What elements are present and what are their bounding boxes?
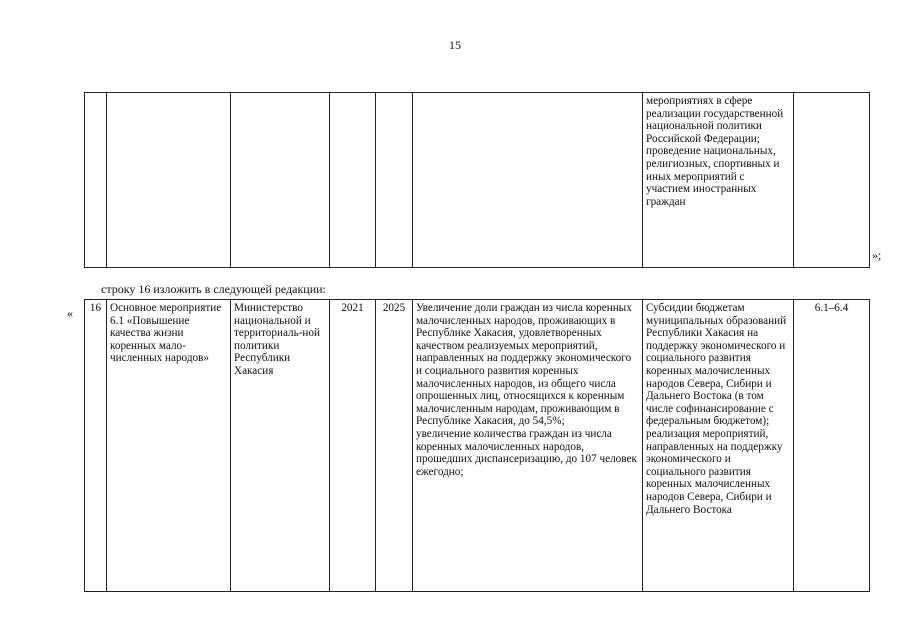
opening-quote: «: [67, 306, 73, 320]
row-16-table: [84, 299, 870, 592]
table-cell-number: [85, 93, 107, 268]
table-cell-start-year: [330, 93, 376, 268]
expected-results: [413, 300, 643, 592]
page-number: 15: [449, 38, 461, 52]
table-cell-end-year: [376, 93, 413, 268]
start-year: 2021: [330, 300, 376, 592]
table-cell-activities: [643, 93, 794, 268]
result-paragraph: Увеличение доли граждан из числа коренных малочисленных народов, проживающих в Республике Хакасия, удовлетворенных качеством реализуемых мероприятий, направленных на поддержку экономического и социального развития коренных малочисленных народов, из общего числа опрошенных лиц, относящихся к коренным малочисленным народам, проживающим в Республике Хакасия, до 54,5%;: [416, 302, 632, 428]
row-number: 16: [85, 300, 107, 592]
end-year: 2025: [376, 300, 413, 592]
activity-paragraph: Субсидии бюджетам муниципальных образований Республики Хакасия на поддержку экономического и социального развития коренных малочисленных народов Севера, Сибири и Дальнего Востока (в том числе софинансирование с федеральным бюджетом);: [646, 302, 787, 428]
table-cell-name: [107, 93, 231, 268]
executor: Министерство национальной и территориаль-ной политики Республики Хакасия: [231, 300, 330, 592]
activity-paragraph: реализация мероприятий, направленных на поддержку экономического и социального развития коренных малочисленных народов Севера, Сибири и Дальнего Востока: [646, 427, 783, 516]
instruction-text: строку 16 изложить в следующей редакции:: [101, 282, 326, 296]
indicators: 6.1–6.4: [794, 300, 870, 592]
table-cell-results: [413, 93, 643, 268]
main-activities: [643, 300, 794, 592]
table-cell-executor: [231, 93, 330, 268]
continuation-table: [84, 92, 870, 268]
table-row: [85, 300, 870, 592]
table-cell-indicators: [794, 93, 870, 268]
closing-quote: »;: [872, 248, 882, 262]
activities-text: мероприятиях в сфере реализации государственной национальной политики Российской Федерации; проведение национальных, религиозных, спортивных и иных мероприятий с участием иностранных граждан: [646, 95, 784, 208]
event-name: Основное мероприятие 6.1 «Повышение качества жизни коренных мало-численных народов»: [107, 300, 231, 592]
result-paragraph: увеличение количества граждан из числа коренных малочисленных народов, прошедших диспансеризацию, до 107 человек ежегодно;: [416, 427, 637, 478]
